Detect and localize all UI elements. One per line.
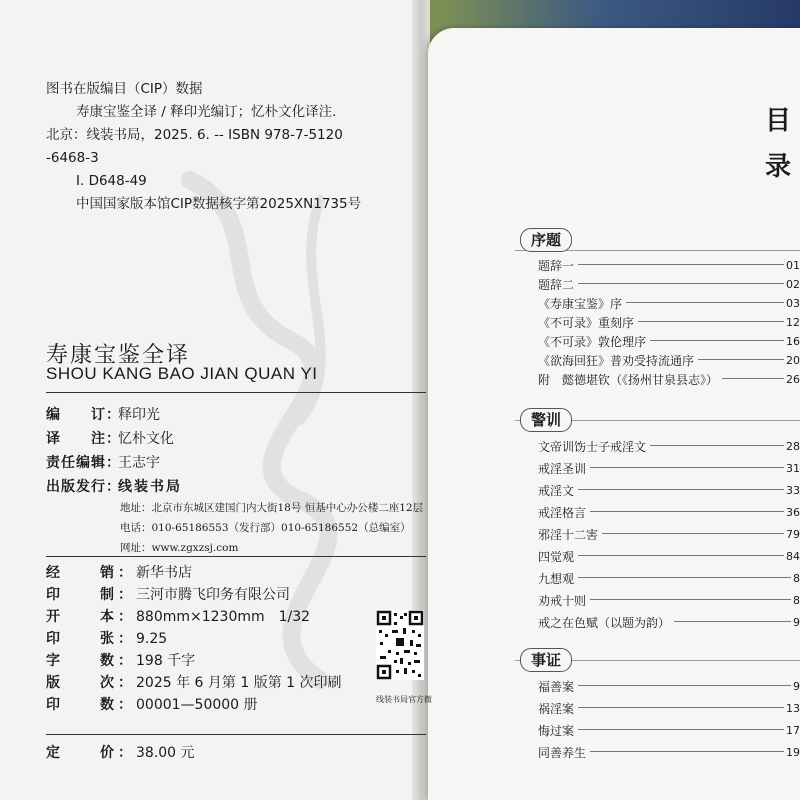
spec-value: 9.25 — [136, 631, 168, 647]
leader-dots — [578, 555, 784, 556]
toc-entry-page: 26 — [786, 373, 800, 386]
cip-line: 北京：线装书局，2025. 6. -- ISBN 978-7-5120 — [46, 127, 343, 143]
price-value: 38.00 元 — [136, 745, 195, 761]
leader-dots — [602, 533, 784, 534]
toc-section-title: 序题 — [520, 228, 572, 252]
toc-section-title: 事证 — [520, 648, 572, 672]
spec-key: 经 销： — [46, 565, 136, 581]
toc-entry-page: 20 — [786, 354, 800, 367]
toc-entry[interactable] — [538, 371, 800, 388]
divider — [46, 556, 426, 557]
toc-entry[interactable] — [538, 333, 800, 350]
toc-entry-title: 《寿康宝鉴》序 — [538, 297, 623, 311]
credit-value: 释印光 — [118, 407, 160, 423]
toc-entry-page: 16 — [786, 335, 800, 348]
toc-heading-mu: 目 — [765, 106, 792, 136]
toc-entry-page: 79 — [786, 528, 800, 541]
toc-entry-page: 17 — [786, 724, 800, 737]
spec-row — [46, 628, 167, 648]
spec-value: 三河市腾飞印务有限公司 — [136, 587, 290, 603]
spec-row — [46, 584, 290, 604]
spec-key: 印 数： — [46, 697, 136, 713]
leader-dots — [674, 621, 791, 622]
toc-entry-title: 题辞一 — [538, 259, 575, 273]
leader-dots — [590, 751, 784, 752]
publisher-address: 地址：北京市东城区建国门内大街18号 恒基中心办公楼二座12层 — [120, 502, 424, 514]
toc-entry-title: 祸淫案 — [538, 702, 575, 716]
toc-entry[interactable] — [538, 592, 800, 609]
cip-block — [46, 78, 361, 216]
divider — [46, 392, 426, 393]
toc-entry-title: 《不可录》重刻序 — [538, 316, 635, 330]
leader-dots — [578, 729, 784, 730]
toc-section-title: 警训 — [520, 408, 572, 432]
toc-entry[interactable] — [538, 570, 800, 587]
toc-entry[interactable] — [538, 504, 800, 521]
cip-title: 图书在版编目（CIP）数据 — [46, 81, 203, 97]
cip-number: 中国国家版本馆CIP数据核字第2025XN1735号 — [76, 196, 362, 212]
toc-entry[interactable] — [538, 314, 800, 331]
leader-dots — [578, 283, 784, 284]
toc-entry-title: 题辞二 — [538, 278, 575, 292]
spec-key: 版 次： — [46, 675, 136, 691]
toc-entry-title: 福善案 — [538, 680, 575, 694]
toc-entry[interactable] — [538, 700, 800, 717]
toc-entry[interactable] — [538, 744, 800, 761]
spec-row — [46, 606, 310, 626]
toc-entry-title: 文帝训饬士子戒淫文 — [538, 440, 647, 454]
toc-heading-lu: 录 — [765, 152, 792, 182]
toc-entry-title: 九想观 — [538, 572, 575, 586]
toc-entry-page: 02 — [786, 278, 800, 291]
spec-key: 字 数： — [46, 653, 136, 669]
toc-entry[interactable] — [538, 257, 800, 274]
spec-key: 印 张： — [46, 631, 136, 647]
toc-entry-page: 12 — [786, 316, 800, 329]
toc-entry-title: 戒淫圣训 — [538, 462, 587, 476]
credit-value: 忆朴文化 — [118, 431, 174, 447]
credit-row — [46, 404, 160, 424]
toc-entry-page: 36 — [786, 506, 800, 519]
spec-value: 880mm×1230mm 1/32 — [136, 609, 311, 625]
leader-dots — [590, 467, 784, 468]
credit-key: 编 订： — [46, 407, 121, 423]
qr-code — [376, 610, 424, 680]
spec-value: 新华书店 — [136, 565, 192, 581]
toc-entry-page: 9 — [793, 616, 800, 629]
credit-row — [46, 476, 182, 496]
leader-dots — [590, 511, 784, 512]
price-row — [46, 742, 195, 762]
leader-dots — [638, 321, 784, 322]
spec-value: 198 千字 — [136, 653, 196, 669]
toc-entry-page: 33 — [786, 484, 800, 497]
credit-key: 译 注： — [46, 431, 121, 447]
toc-entry-page: 31 — [786, 462, 800, 475]
publisher-logo-text: 线装书局 — [118, 479, 182, 495]
toc-entry-title: 戒淫格言 — [538, 506, 587, 520]
qr-caption: 线装书局官方微 — [376, 695, 432, 704]
toc-entry-title: 戒淫文 — [538, 484, 575, 498]
toc-entry-page: 8 — [793, 572, 800, 585]
spec-row — [46, 694, 258, 714]
toc-entry-title: 劝戒十则 — [538, 594, 587, 608]
leader-dots — [578, 685, 791, 686]
book-title-pinyin: SHOU KANG BAO JIAN QUAN YI — [46, 364, 318, 383]
toc-entry-page: 13 — [786, 702, 800, 715]
cip-line: Ⅰ. D648-49 — [76, 173, 147, 189]
toc-entry-title: 《欲海回狂》普劝受持流通序 — [538, 354, 695, 368]
publisher-website: 网址：www.zgxzsj.com — [120, 542, 239, 554]
toc-entry[interactable] — [538, 460, 800, 477]
toc-entry-title: 悔过案 — [538, 724, 575, 738]
divider — [46, 734, 426, 735]
spec-row — [46, 562, 192, 582]
toc-entry-page: 03 — [786, 297, 800, 310]
toc-entry[interactable] — [538, 678, 800, 695]
toc-entry-page: 9 — [793, 680, 800, 693]
toc-entry-title: 四觉观 — [538, 550, 575, 564]
toc-entry-page: 19 — [786, 746, 800, 759]
spec-value: 2025 年 6 月第 1 版第 1 次印刷 — [136, 675, 342, 691]
toc-entry[interactable] — [538, 276, 800, 293]
cip-line: -6468-3 — [46, 150, 99, 166]
leader-dots — [698, 359, 784, 360]
toc-entry[interactable] — [538, 722, 800, 739]
toc-entry-title: 同善养生 — [538, 746, 587, 760]
leader-dots — [578, 577, 791, 578]
toc-entry[interactable] — [538, 526, 800, 543]
book-title: 寿康宝鉴全译 — [46, 343, 191, 368]
price-key: 定 价： — [46, 745, 136, 761]
leader-dots — [722, 378, 784, 379]
toc-entry-page: 01 — [786, 259, 800, 272]
credit-row — [46, 428, 174, 448]
leader-dots — [578, 707, 784, 708]
spec-row — [46, 650, 195, 670]
toc-entry-title: 《不可录》敦伦理序 — [538, 335, 647, 349]
leader-dots — [650, 445, 784, 446]
publisher-phone: 电话：010-65186553（发行部）010-65186552（总编室） — [120, 522, 411, 534]
toc-entry-title: 邪淫十二害 — [538, 528, 599, 542]
toc-entry[interactable] — [538, 548, 800, 565]
toc-entry-title: 附 懿德堪钦（《扬州甘泉县志》） — [538, 373, 719, 387]
credit-row — [46, 452, 160, 472]
cip-line: 寿康宝鉴全译 / 释印光编订；忆朴文化译注. — [76, 104, 337, 120]
toc-entry-page: 8 — [793, 594, 800, 607]
spec-value: 00001—50000 册 — [136, 697, 258, 713]
leader-dots — [578, 264, 784, 265]
toc-entry-page: 28 — [786, 440, 800, 453]
toc-entry[interactable] — [538, 352, 800, 369]
toc-entry[interactable] — [538, 438, 800, 455]
background-calligraphy-watermark — [150, 160, 390, 720]
toc-entry[interactable] — [538, 482, 800, 499]
spec-key: 开 本： — [46, 609, 136, 625]
credit-value: 王志宇 — [118, 455, 160, 471]
toc-entry[interactable] — [538, 295, 800, 312]
leader-dots — [590, 599, 791, 600]
toc-entry-title: 戒之在色赋（以题为韵） — [538, 616, 671, 630]
spec-key: 印 制： — [46, 587, 136, 603]
spec-row — [46, 672, 342, 692]
credit-key: 责任编辑： — [46, 455, 121, 471]
toc-entry-page: 84 — [786, 550, 800, 563]
credit-key: 出版发行： — [46, 479, 121, 495]
leader-dots — [626, 302, 784, 303]
leader-dots — [578, 489, 784, 490]
toc-entry[interactable] — [538, 614, 800, 631]
leader-dots — [650, 340, 784, 341]
